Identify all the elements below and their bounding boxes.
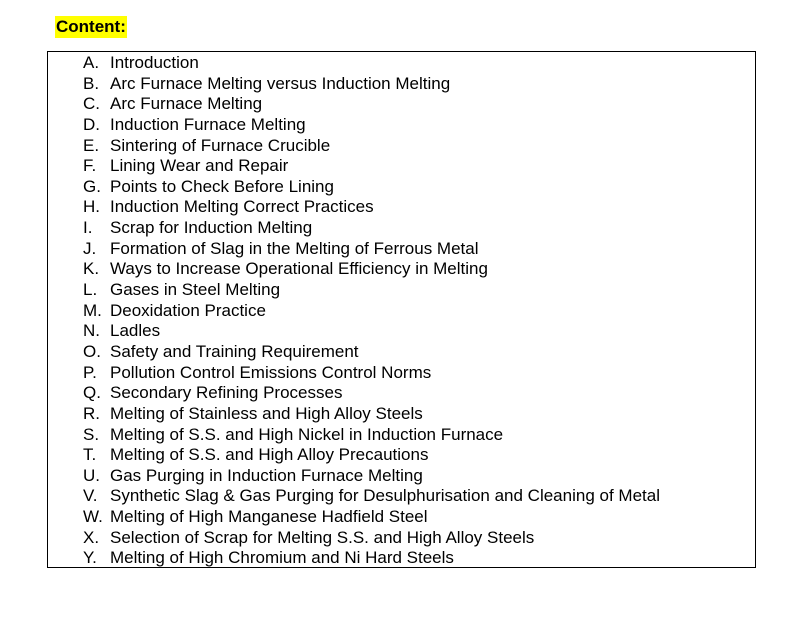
toc-item-title: Lining Wear and Repair — [110, 156, 289, 176]
toc-item — [83, 466, 660, 487]
toc-item — [83, 239, 660, 260]
toc-item — [83, 486, 660, 507]
toc-item-letter: A. — [83, 53, 100, 72]
toc-item-title: Ladles — [110, 321, 161, 341]
toc-item-title: Safety and Training Requirement — [110, 341, 359, 361]
toc-item — [83, 259, 660, 280]
toc-item — [83, 301, 660, 322]
toc-item-letter: L. — [83, 280, 98, 300]
toc-item-letter: I. — [83, 218, 93, 238]
toc-item-letter: Q. — [83, 383, 101, 403]
toc-item — [83, 445, 660, 466]
toc-item-title: Melting of High Manganese Hadfield Steel — [110, 507, 428, 527]
toc-item-title: Melting of High Chromium and Ni Hard Steels — [110, 548, 454, 568]
toc-item-letter: K. — [83, 259, 100, 279]
toc-item — [83, 528, 660, 549]
toc-item — [83, 177, 660, 198]
toc-item — [83, 197, 660, 218]
toc-item — [83, 425, 660, 446]
toc-item-letter: S. — [83, 424, 100, 444]
toc-item — [83, 342, 660, 363]
toc-item-title: Points to Check Before Lining — [110, 176, 334, 196]
toc-item-title: Sintering of Furnace Crucible — [110, 135, 331, 155]
toc-item-title: Deoxidation Practice — [110, 300, 266, 320]
toc-item-title: Arc Furnace Melting versus Induction Melting — [110, 73, 451, 93]
toc-item-letter: F. — [83, 156, 97, 176]
toc-item-title: Secondary Refining Processes — [110, 383, 343, 403]
toc-item-letter: J. — [83, 238, 97, 258]
toc-item-letter: Y. — [83, 548, 97, 568]
table-of-contents-box — [47, 51, 756, 568]
toc-item-letter: W. — [83, 507, 103, 527]
toc-item — [83, 548, 660, 569]
toc-item — [83, 115, 660, 136]
toc-item-title: Selection of Scrap for Melting S.S. and High Alloy Steels — [110, 527, 535, 547]
toc-item-title: Pollution Control Emissions Control Norms — [110, 362, 432, 382]
toc-item — [83, 321, 660, 342]
toc-item — [83, 156, 660, 177]
toc-item-title: Formation of Slag in the Melting of Ferrous Metal — [110, 238, 479, 258]
toc-item-letter: X. — [83, 527, 100, 547]
toc-item — [83, 280, 660, 301]
toc-item — [83, 383, 660, 404]
toc-item-letter: N. — [83, 321, 100, 341]
toc-item-title: Synthetic Slag & Gas Purging for Desulphurisation and Cleaning of Metal — [110, 486, 660, 506]
toc-item-letter: O. — [83, 341, 101, 361]
toc-item-title: Ways to Increase Operational Efficiency in Melting — [110, 259, 488, 279]
toc-item — [83, 363, 660, 384]
toc-item-letter: G. — [83, 176, 101, 196]
toc-item-letter: T. — [83, 445, 97, 465]
toc-item — [83, 74, 660, 95]
toc-item — [83, 136, 660, 157]
toc-item-letter: P. — [83, 362, 97, 382]
toc-item-title: Introduction — [110, 53, 199, 72]
toc-item-letter: U. — [83, 465, 100, 485]
toc-item-title: Induction Melting Correct Practices — [110, 197, 374, 217]
toc-item-title: Melting of S.S. and High Nickel in Induction Furnace — [110, 424, 504, 444]
toc-item-title: Arc Furnace Melting — [110, 94, 263, 114]
toc-item-letter: C. — [83, 94, 100, 114]
toc-item-title: Melting of Stainless and High Alloy Steels — [110, 403, 423, 423]
toc-item-letter: D. — [83, 114, 100, 134]
toc-item — [83, 404, 660, 425]
toc-item-title: Melting of S.S. and High Alloy Precautions — [110, 445, 429, 465]
toc-item-letter: E. — [83, 135, 100, 155]
table-of-contents-list — [83, 53, 660, 569]
toc-item-title: Gases in Steel Melting — [110, 280, 281, 300]
toc-item-title: Induction Furnace Melting — [110, 114, 306, 134]
toc-item-letter: B. — [83, 73, 100, 93]
toc-item-letter: M. — [83, 300, 102, 320]
toc-item-letter: H. — [83, 197, 100, 217]
toc-item-title: Scrap for Induction Melting — [110, 218, 313, 238]
toc-item — [83, 94, 660, 115]
toc-item-letter: V. — [83, 486, 98, 506]
content-heading: Content: — [56, 17, 126, 36]
toc-item — [83, 218, 660, 239]
toc-item — [83, 53, 660, 74]
toc-item-title: Gas Purging in Induction Furnace Melting — [110, 465, 423, 485]
toc-item-letter: R. — [83, 403, 100, 423]
toc-item — [83, 507, 660, 528]
